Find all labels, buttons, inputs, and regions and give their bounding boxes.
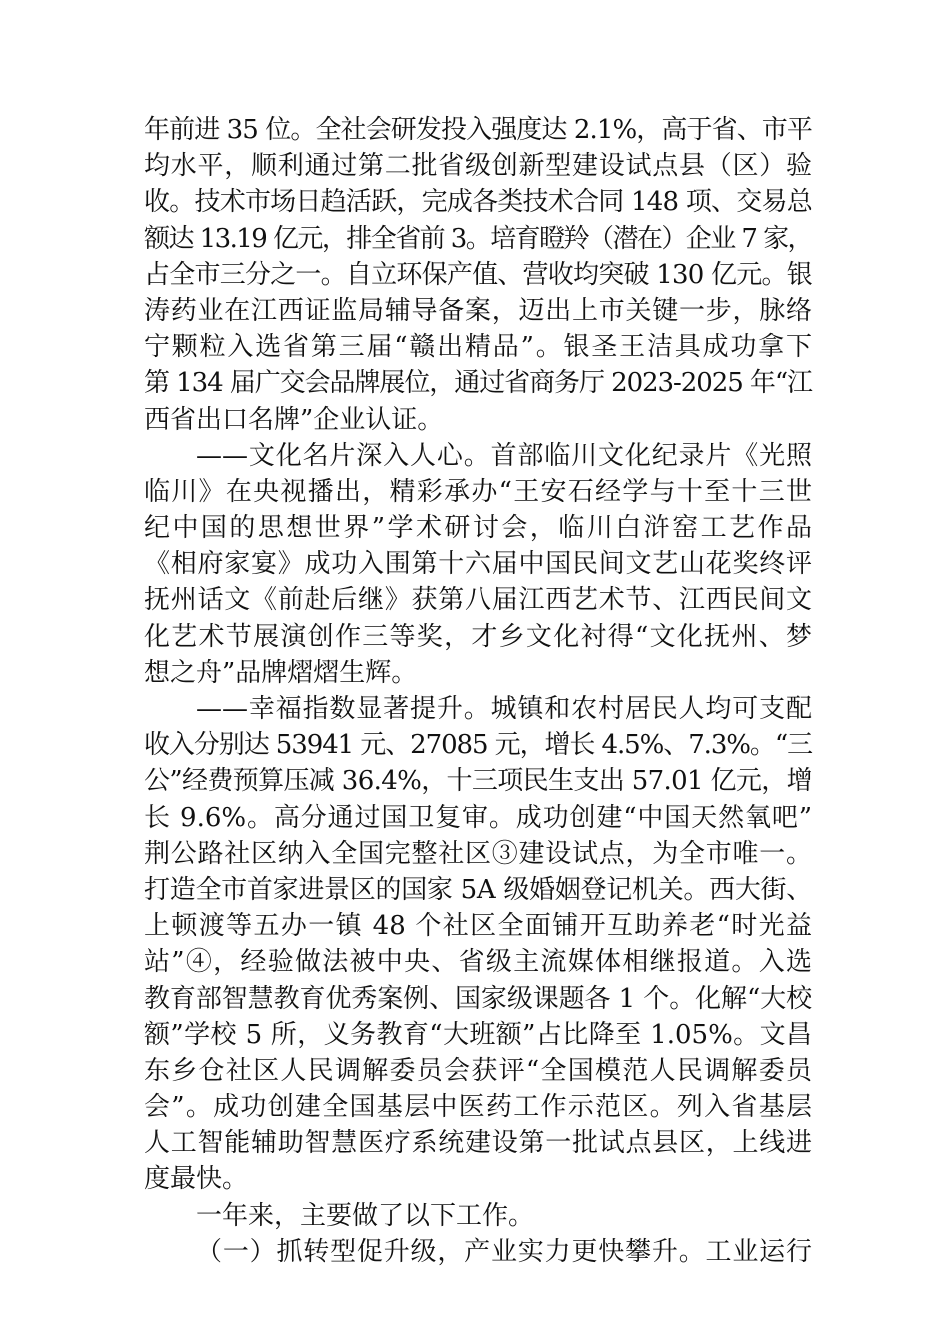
text-line: 涛药业在江西证监局辅导备案，迈出上市关键一步，脉络 xyxy=(144,295,812,326)
text-line: 公”经费预算压减 36.4%，十三项民生支出 57.01 亿元，增 xyxy=(144,766,812,797)
text-line: 度最快。 xyxy=(144,1164,249,1195)
text-line: 宁颗粒入选省第三届“赣出精品”。银圣王洁具成功拿下 xyxy=(144,332,812,363)
body-text xyxy=(144,112,812,1270)
text-line: 临川》在央视播出，精彩承办“王安石经学与十至十三世 xyxy=(144,476,812,507)
text-line: 长 9.6%。高分通过国卫复审。成功创建“中国天然氧吧” xyxy=(144,802,812,833)
text-line: 想之舟”品牌熠熠生辉。 xyxy=(144,657,418,688)
text-line: 年前进 35 位。全社会研发投入强度达 2.1%，高于省、市平 xyxy=(144,115,812,145)
text-line: 西省出口名牌”企业认证。 xyxy=(144,404,444,435)
text-line: 一年来，主要做了以下工作。 xyxy=(196,1200,535,1231)
text-line: 荆公路社区纳入全国完整社区③建设试点，为全市唯一。 xyxy=(144,838,812,869)
text-line: 第 134 届广交会品牌展位，通过省商务厅 2023-2025 年“江 xyxy=(144,368,812,399)
text-line: 化艺术节展演创作三等奖，才乡文化衬得“文化抚州、梦 xyxy=(144,621,812,652)
text-line: 均水平，顺利通过第二批省级创新型建设试点县（区）验 xyxy=(144,151,812,182)
text-line: ——文化名片深入人心。首部临川文化纪录片《光照 xyxy=(196,440,812,471)
text-line: 占全市三分之一。自立环保产值、营收均突破 130 亿元。银 xyxy=(144,259,812,290)
text-line: 《相府家宴》成功入围第十六届中国民间文艺山花奖终评 xyxy=(144,549,812,580)
text-line: 会”。成功创建全国基层中医药工作示范区。列入省基层 xyxy=(144,1092,812,1123)
text-line: （一）抓转型促升级，产业实力更快攀升。工业运行 xyxy=(196,1236,812,1267)
text-line: 纪中国的思想世界”学术研讨会，临川白浒窑工艺作品 xyxy=(144,513,812,544)
text-line: 教育部智慧教育优秀案例、国家级课题各 1 个。化解“大校 xyxy=(144,983,812,1014)
text-line: ——幸福指数显著提升。城镇和农村居民人均可支配 xyxy=(196,694,812,724)
text-line: 额达 13.19 亿元，排全省前 3。培育瞪羚（潜在）企业 7 家， xyxy=(144,223,812,254)
text-line: 收。技术市场日趋活跃，完成各类技术合同 148 项、交易总 xyxy=(144,187,812,218)
text-line: 上顿渡等五办一镇 48 个社区全面铺开互助养老“时光益 xyxy=(144,911,812,942)
text-line: 额”学校 5 所，义务教育“大班额”占比降至 1.05%。文昌 xyxy=(144,1019,812,1050)
text-line: 东乡仓社区人民调解委员会获评“全国模范人民调解委员 xyxy=(144,1055,812,1086)
text-line: 站”④，经验做法被中央、省级主流媒体相继报道。入选 xyxy=(144,947,812,978)
text-line: 收入分别达 53941 元、27085 元，增长 4.5%、7.3%。“三 xyxy=(144,730,812,761)
text-line: 人工智能辅助智慧医疗系统建设第一批试点县区，上线进 xyxy=(144,1128,812,1159)
text-line: 抚州话文《前赴后继》获第八届江西艺术节、江西民间文 xyxy=(144,585,812,616)
text-line: 打造全市首家进景区的国家 5A 级婚姻登记机关。西大街、 xyxy=(144,874,812,905)
